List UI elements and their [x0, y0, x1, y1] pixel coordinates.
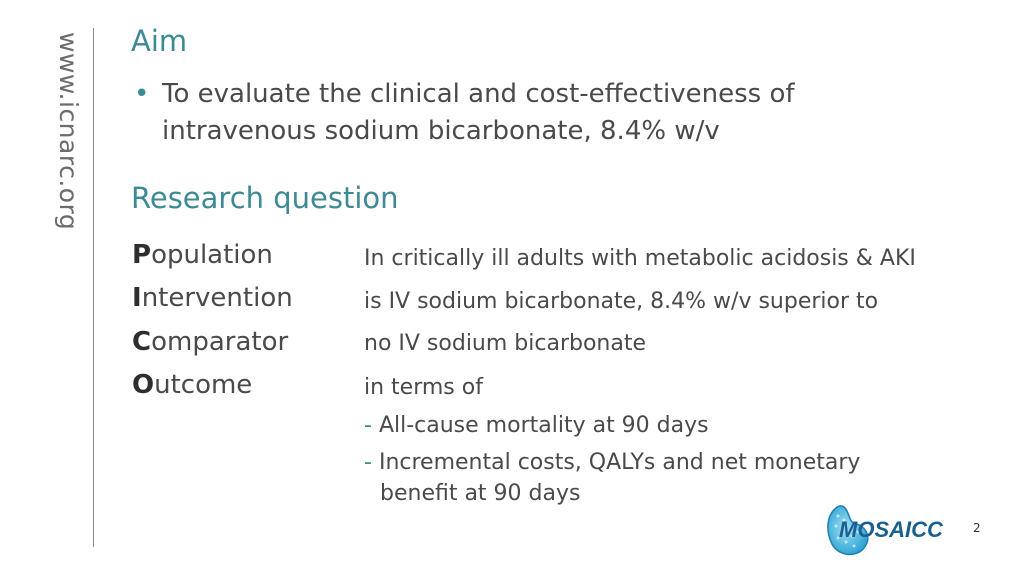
term-initial: P: [132, 240, 152, 270]
pico-term-intervention: [132, 283, 293, 313]
aim-heading: Aim: [131, 24, 188, 58]
term-rest: utcome: [154, 370, 253, 400]
dash-marker: -: [364, 413, 372, 438]
outcome-item-costs: [364, 450, 860, 475]
research-question-heading: Research question: [131, 181, 399, 215]
bullet-icon: •: [134, 79, 150, 109]
term-initial: I: [132, 283, 142, 313]
aim-text: To evaluate the clinical and cost-effectiveness of intravenous sodium bicarbonate, 8.4% w/v: [162, 79, 795, 146]
page-number: 2: [973, 521, 981, 535]
term-initial: C: [132, 327, 152, 357]
pico-term-outcome: [132, 370, 252, 400]
outcome-text: Incremental costs, QALYs and net monetary: [378, 450, 861, 475]
pico-term-comparator: [132, 327, 288, 357]
mosaicc-logo-icon: [826, 502, 956, 558]
logo-text: MOSAICC: [839, 517, 943, 542]
pico-term-population: [132, 240, 273, 270]
pico-desc-intervention: is IV sodium bicarbonate, 8.4% w/v superior to: [364, 289, 879, 314]
term-rest: ntervention: [141, 283, 293, 313]
aim-bullet-item: [134, 76, 894, 150]
dash-marker: -: [364, 450, 372, 475]
outcome-item-mortality: [364, 413, 709, 438]
website-url-vertical: www.icnarc.org: [54, 32, 83, 231]
pico-desc-comparator: no IV sodium bicarbonate: [364, 331, 647, 356]
mosaicc-logo: [826, 502, 956, 562]
term-rest: omparator: [151, 327, 289, 357]
pico-desc-outcome: in terms of: [364, 375, 483, 400]
term-rest: opulation: [151, 240, 273, 270]
divider-line: [93, 28, 94, 547]
outcome-item-costs-cont: benefit at 90 days: [380, 481, 581, 506]
outcome-text: All-cause mortality at 90 days: [378, 413, 709, 438]
term-initial: O: [132, 370, 155, 400]
pico-desc-population: In critically ill adults with metabolic acidosis & AKI: [364, 246, 916, 271]
